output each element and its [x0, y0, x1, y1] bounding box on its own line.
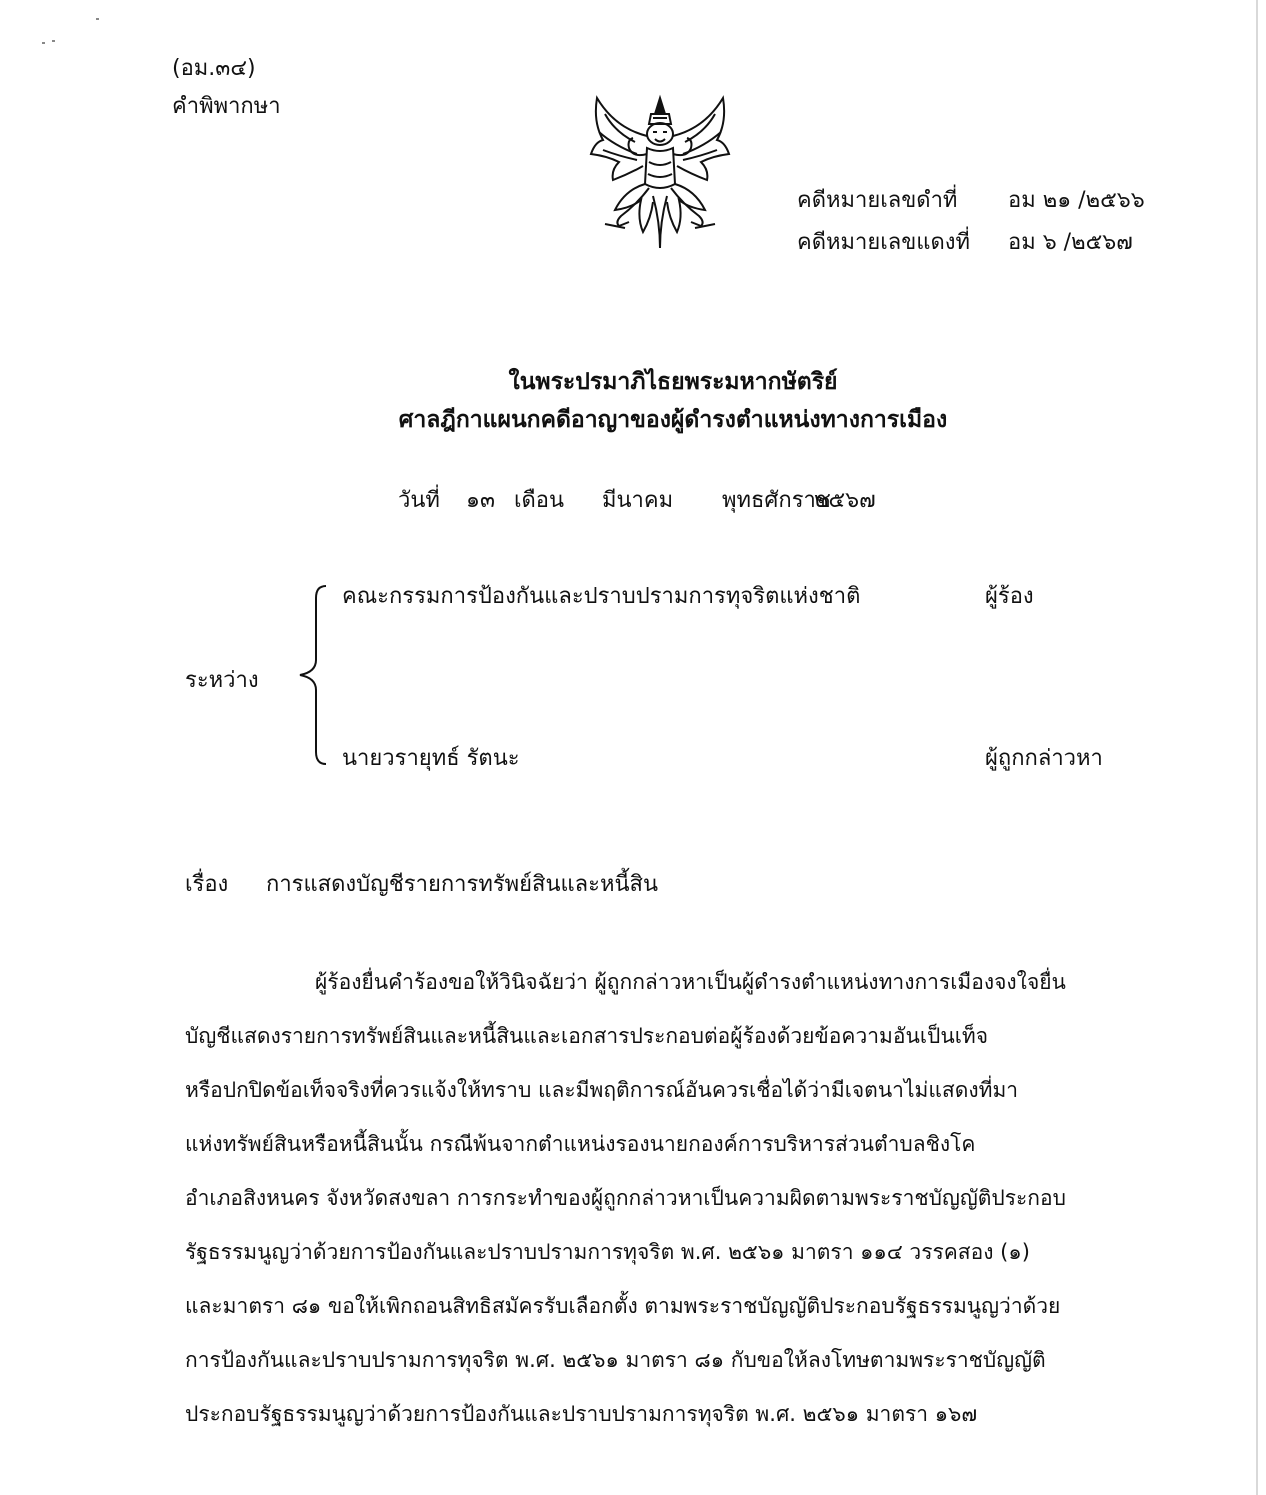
body-line: ประกอบรัฐธรรมนูญว่าด้วยการป้องกันและปราบปรามการทุจริต พ.ศ. ๒๕๖๑ มาตรา ๑๖๗ [185, 1402, 978, 1426]
body-line: รัฐธรรมนูญว่าด้วยการป้องกันและปราบปรามการทุจริต พ.ศ. ๒๕๖๑ มาตรา ๑๑๔ วรรคสอง (๑) [185, 1240, 1030, 1264]
date-year-label: พุทธศักราช [722, 488, 831, 513]
scan-edge-line [1256, 0, 1258, 1495]
body-line: ผู้ร้องยื่นคำร้องขอให้วินิจฉัยว่า ผู้ถูกกล่าวหาเป็นผู้ดำรงตำแหน่งทางการเมืองจงใจยื่น [315, 970, 1066, 994]
plaintiff-role: ผู้ร้อง [985, 584, 1034, 609]
date-month-label: เดือน [514, 488, 565, 513]
title-royal: ในพระปรมาภิไธยพระมหากษัตริย์ [508, 369, 838, 395]
curly-brace-icon [296, 580, 344, 770]
title-court: ศาลฎีกาแผนกคดีอาญาของผู้ดำรงตำแหน่งทางการเมือง [398, 407, 948, 433]
red-case-number: อม ๖ /๒๕๖๗ [1008, 230, 1133, 255]
scan-speck [52, 40, 55, 42]
body-line: บัญชีแสดงรายการทรัพย์สินและหนี้สินและเอกสารประกอบต่อผู้ร้องด้วยข้อความอันเป็นเท็จ [185, 1024, 989, 1048]
form-code: (อม.๓๔) [172, 56, 256, 81]
document-type: คำพิพากษา [172, 94, 281, 119]
body-line: แห่งทรัพย์สินหรือหนี้สินนั้น กรณีพ้นจากตำแหน่งรองนายกองค์การบริหารส่วนตำบลชิงโค [185, 1132, 976, 1156]
body-line: หรือปกปิดข้อเท็จจริงที่ควรแจ้งให้ทราบ และมีพฤติการณ์อันควรเชื่อได้ว่ามีเจตนาไม่แสดงที่มา [185, 1078, 1019, 1102]
black-case-label: คดีหมายเลขดำที่ [797, 188, 958, 213]
subject-text: การแสดงบัญชีรายการทรัพย์สินและหนี้สิน [266, 872, 658, 897]
defendant-role: ผู้ถูกกล่าวหา [985, 746, 1103, 771]
date-year: ๒๕๖๗ [814, 488, 876, 513]
scan-speck [96, 18, 99, 20]
body-line: และมาตรา ๘๑ ขอให้เพิกถอนสิทธิสมัครรับเลือกตั้ง ตามพระราชบัญญัติประกอบรัฐธรรมนูญว่าด้วย [185, 1294, 1061, 1318]
date-day: ๑๓ [466, 488, 496, 513]
body-line: อำเภอสิงหนคร จังหวัดสงขลา การกระทำของผู้ถูกกล่าวหาเป็นความผิดตามพระราชบัญญัติประกอบ [185, 1186, 1066, 1210]
body-line: การป้องกันและปราบปรามการทุจริต พ.ศ. ๒๕๖๑ มาตรา ๘๑ กับขอให้ลงโทษตามพระราชบัญญัติ [185, 1348, 1046, 1372]
red-case-label: คดีหมายเลขแดงที่ [797, 230, 971, 255]
judgment-body [185, 955, 1145, 1441]
defendant-name: นายวรายุทธ์ รัตนะ [342, 746, 520, 771]
plaintiff-name: คณะกรรมการป้องกันและปราบปรามการทุจริตแห่งชาติ [342, 584, 861, 609]
black-case-number: อม ๒๑ /๒๕๖๖ [1008, 188, 1145, 213]
garuda-emblem-icon [585, 92, 735, 252]
date-day-label: วันที่ [398, 488, 440, 513]
subject-label: เรื่อง [185, 872, 229, 897]
scan-speck [42, 42, 45, 44]
date-month: มีนาคม [602, 488, 674, 513]
between-label: ระหว่าง [185, 668, 259, 693]
